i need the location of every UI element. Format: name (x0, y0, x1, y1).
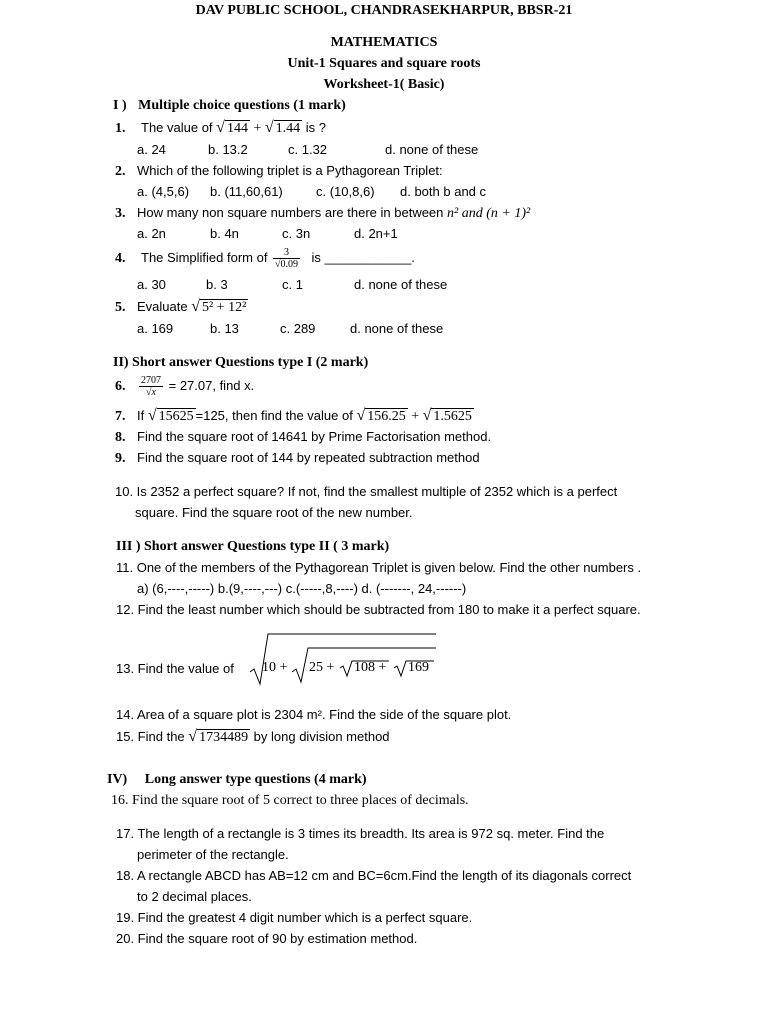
question-text: is ____________. (311, 250, 415, 265)
option-b: b. 13 (210, 321, 239, 336)
question-17-line-1: 17. The length of a rectangle is 3 times its breadth. Its area is 972 sq. meter. Find the (116, 826, 605, 841)
radicand: 1.44 (275, 121, 301, 136)
question-number: 4. (115, 251, 126, 266)
option-a: a. (4,5,6) (137, 184, 190, 199)
question-text: How many non square numbers are there in between (137, 205, 448, 220)
option-d: d. 2n+1 (354, 226, 398, 241)
question-4 (115, 247, 415, 270)
question-number: 8. (115, 430, 126, 445)
option-c: c. 289 (280, 321, 316, 336)
section-1-title: Multiple choice questions (1 mark) (138, 98, 346, 113)
question-5 (115, 298, 248, 317)
fraction-denominator: √x (146, 387, 156, 399)
fraction-numerator: 3 (273, 247, 300, 259)
fraction (139, 375, 163, 398)
radical-sign: √ (191, 298, 200, 315)
question-text: Which of the following triplet is a Pythagorean Triplet: (137, 163, 443, 178)
section-1-heading (113, 97, 346, 115)
question-2 (115, 162, 443, 181)
section-4-title: Long answer type questions (4 mark) (144, 772, 367, 787)
question-number: 2. (115, 164, 126, 179)
question-9 (115, 449, 480, 468)
question-1 (115, 119, 326, 138)
question-12: 12. Find the least number which should be subtracted from 180 to make it a perfect square. (116, 602, 641, 617)
radicand: 169 (408, 660, 429, 675)
question-13-label: 13. Find the value of (116, 661, 234, 676)
option-c: c. (10,8,6) (316, 184, 375, 199)
option-d: d. none of these (350, 321, 444, 336)
school-name: DAV PUBLIC SCHOOL, CHANDRASEKHARPUR, BBSR-21 (195, 3, 573, 18)
question-text: Find the square root of 14641 by Prime Factorisation method. (137, 429, 492, 444)
plus-sign: + (407, 409, 423, 424)
option-a: a. 30 (137, 277, 166, 292)
question-17-line-2: perimeter of the rectangle. (137, 847, 289, 862)
question-text: =125, then find the value of (195, 408, 357, 423)
question-number: 7. (115, 409, 126, 424)
question-15 (116, 728, 390, 747)
radicand: 25 + (309, 660, 335, 675)
radicand: 156.25 (367, 409, 406, 424)
question-20: 20. Find the square root of 90 by estimation method. (116, 931, 418, 946)
radicand: 15625 (158, 409, 194, 424)
option-b: b. (11,60,61) (210, 184, 283, 199)
section-4-heading (107, 771, 367, 789)
nested-radical-signs (246, 632, 438, 686)
question-14: 14. Area of a square plot is 2304 m². Find the side of the square plot. (116, 707, 512, 722)
plus-sign: + (249, 121, 265, 136)
radical-sign: √ (216, 119, 225, 136)
question-text: The value of (141, 120, 217, 135)
radicand: 5² + 12² (201, 300, 247, 315)
option-a: a. 169 (137, 321, 174, 336)
question-text: by long division method (250, 729, 390, 744)
question-number: 1. (115, 121, 126, 136)
radicand: 1734489 (199, 730, 249, 745)
option-a: a. 24 (137, 142, 166, 157)
option-b: b. 3 (206, 277, 228, 292)
question-18-line-1: 18. A rectangle ABCD has AB=12 cm and BC=6cm.Find the length of its diagonals correct (116, 868, 632, 883)
radicand: 108 + (354, 660, 387, 675)
question-19: 19. Find the greatest 4 digit number which is a perfect square. (116, 910, 473, 925)
question-10-line-1: 10. Is 2352 a perfect square? If not, find the smallest multiple of 2352 which is a perfect (115, 484, 618, 499)
question-text: If (137, 408, 148, 423)
section-1-roman: I ) (113, 98, 127, 113)
question-16: 16. Find the square root of 5 correct to three places of decimals. (111, 793, 469, 808)
question-6 (115, 374, 254, 399)
fraction-denominator: √0.09 (275, 259, 299, 271)
section-4-roman: IV) (107, 772, 128, 787)
radical-sign: √ (422, 407, 432, 424)
question-7 (115, 407, 474, 426)
radicand: 0.09 (280, 259, 299, 271)
question-text: 15. Find the (116, 729, 189, 744)
question-8 (115, 428, 491, 447)
question-11-line-1: 11. One of the members of the Pythagorean Triplet is given below. Find the other numbers . (116, 560, 642, 575)
question-number: 3. (115, 206, 126, 221)
math-expression: n² and (n + 1)² (447, 206, 531, 221)
option-c: c. 1.32 (288, 142, 328, 157)
radicand: 1.5625 (433, 409, 472, 424)
question-number: 9. (115, 451, 126, 466)
radical-sign: √ (264, 119, 274, 136)
question-text: = 27.07, find x. (165, 378, 255, 393)
question-number: 5. (115, 300, 126, 315)
worksheet-title: Worksheet-1( Basic) (323, 77, 445, 92)
question-text: is ? (302, 120, 326, 135)
section-3-heading: III ) Short answer Questions type II ( 3 mark) (116, 539, 390, 554)
radical-sign: √ (147, 407, 157, 424)
option-d: d. none of these (385, 142, 479, 157)
section-2-heading: II) Short answer Questions type I (2 mark) (113, 355, 369, 370)
fraction (273, 247, 300, 270)
question-18-line-2: to 2 decimal places. (137, 889, 252, 904)
radical-sign: √ (356, 407, 366, 424)
question-11-options: a) (6,----,-----) b.(9,----,---) c.(-----,8,----) d. (-------, 24,------) (137, 581, 467, 596)
option-b: b. 4n (210, 226, 239, 241)
fraction-numerator: 2707 (141, 375, 161, 387)
option-c: c. 1 (282, 277, 303, 292)
question-number: 6. (115, 379, 126, 394)
question-text: Find the square root of 144 by repeated subtraction method (137, 450, 480, 465)
question-text: The Simplified form of (141, 250, 272, 265)
radicand: 10 + (262, 660, 288, 675)
radicand: 144 (226, 121, 248, 136)
option-d: d. none of these (354, 277, 448, 292)
subject-title: MATHEMATICS (330, 35, 438, 50)
option-a: a. 2n (137, 226, 166, 241)
option-d: d. both b and c (400, 184, 487, 199)
option-c: c. 3n (282, 226, 311, 241)
question-10-line-2: square. Find the square root of the new number. (135, 505, 413, 520)
option-b: b. 13.2 (208, 142, 248, 157)
question-3 (115, 204, 530, 223)
unit-title: Unit-1 Squares and square roots (287, 56, 481, 71)
radicand: x (151, 387, 156, 399)
question-text: Evaluate (137, 299, 192, 314)
radical-sign: √ (188, 728, 198, 745)
